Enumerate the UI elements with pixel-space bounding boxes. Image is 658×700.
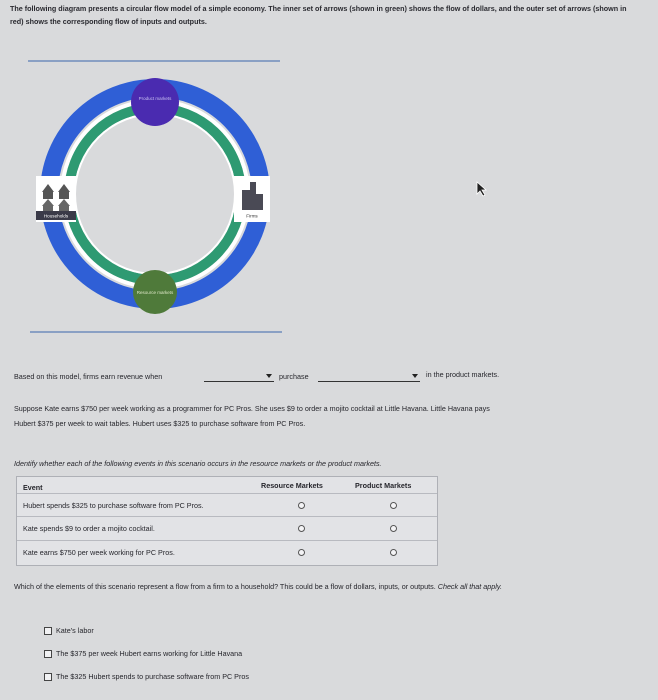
checkbox-label: The $375 per week Hubert earns working for Little Havana [56, 649, 243, 658]
inner-ring [69, 108, 241, 280]
factory-icon [242, 190, 250, 210]
resource-markets-label: Resource markets [136, 290, 174, 295]
table-header-event: Event [23, 483, 43, 492]
chevron-down-icon [266, 374, 272, 378]
firms-label: Firms [246, 213, 258, 219]
product-markets-node [131, 78, 179, 126]
radio-resource-markets[interactable] [298, 502, 305, 509]
table-row [17, 540, 437, 565]
table-cell-event: Kate earns $750 per week working for PC Pros. [23, 548, 175, 557]
question1-suffix: in the product markets. [426, 370, 500, 379]
mouse-cursor-icon [476, 181, 488, 197]
resource-markets-node [133, 270, 177, 314]
ring-gap [62, 101, 248, 287]
house-icon-body [43, 192, 53, 199]
radio-product-markets[interactable] [390, 525, 397, 532]
identify-prompt: Identify whether each of the following events in this scenario occurs in the resource markets or the product markets. [14, 459, 382, 468]
circular-flow-diagram [20, 64, 290, 324]
table-row [17, 493, 437, 516]
question1-middle: purchase [279, 372, 309, 381]
top-divider [28, 60, 280, 62]
question1-prefix: Based on this model, firms earn revenue when [14, 372, 163, 381]
radio-product-markets[interactable] [390, 502, 397, 509]
radio-product-markets[interactable] [390, 549, 397, 556]
question2-text: Which of the elements of this scenario represent a flow from a firm to a household? This could be a flow of dollars, inputs, or outputs. [14, 582, 436, 591]
checkbox-label: Kate's labor [56, 626, 94, 635]
events-table [16, 476, 438, 566]
table-header-resource-markets: Resource Markets [261, 481, 323, 490]
chevron-down-icon [412, 374, 418, 378]
question2-emphasis: Check all that apply. [437, 582, 502, 591]
households-label: Households [43, 213, 69, 219]
product-markets-label: Product markets [138, 96, 172, 101]
bottom-divider [30, 331, 282, 333]
house-icon-4-body [59, 206, 69, 211]
checkbox-label: The $325 Hubert spends to purchase software from PC Pros [56, 672, 249, 681]
table-cell-event: Kate spends $9 to order a mojito cocktail. [23, 524, 155, 533]
radio-resource-markets[interactable] [298, 525, 305, 532]
scenario-line-2: Hubert $375 per week to wait tables. Hubert uses $325 to purchase software from PC Pros. [14, 419, 306, 428]
inner-ring-edge [75, 114, 235, 274]
house-icon-2-body [59, 192, 69, 199]
checkbox[interactable] [44, 627, 52, 635]
checkbox[interactable] [44, 650, 52, 658]
table-row [17, 516, 437, 541]
households-node [36, 176, 76, 222]
checkbox[interactable] [44, 673, 52, 681]
table-header-product-markets: Product Markets [355, 481, 412, 490]
question1-dropdown-1[interactable] [204, 372, 274, 382]
intro-text: The following diagram presents a circular flow model of a simple economy. The inner set of arrows (shown in green) shows the flow of dollars, and the outer set of arrows (shown in red) shows the corresponding flow of inputs and outputs. [10, 4, 627, 26]
question2-prompt [14, 582, 502, 591]
house-icon-3-body [43, 206, 53, 211]
radio-resource-markets[interactable] [298, 549, 305, 556]
table-cell-event: Hubert spends $325 to purchase software from PC Pros. [23, 501, 204, 510]
firms-node [234, 176, 270, 222]
question1-dropdown-2[interactable] [318, 372, 420, 382]
scenario-line-1: Suppose Kate earns $750 per week working as a programmer for PC Pros. She uses $9 to order a mojito cocktail at Little Havana. Little Havana pays [14, 404, 490, 413]
